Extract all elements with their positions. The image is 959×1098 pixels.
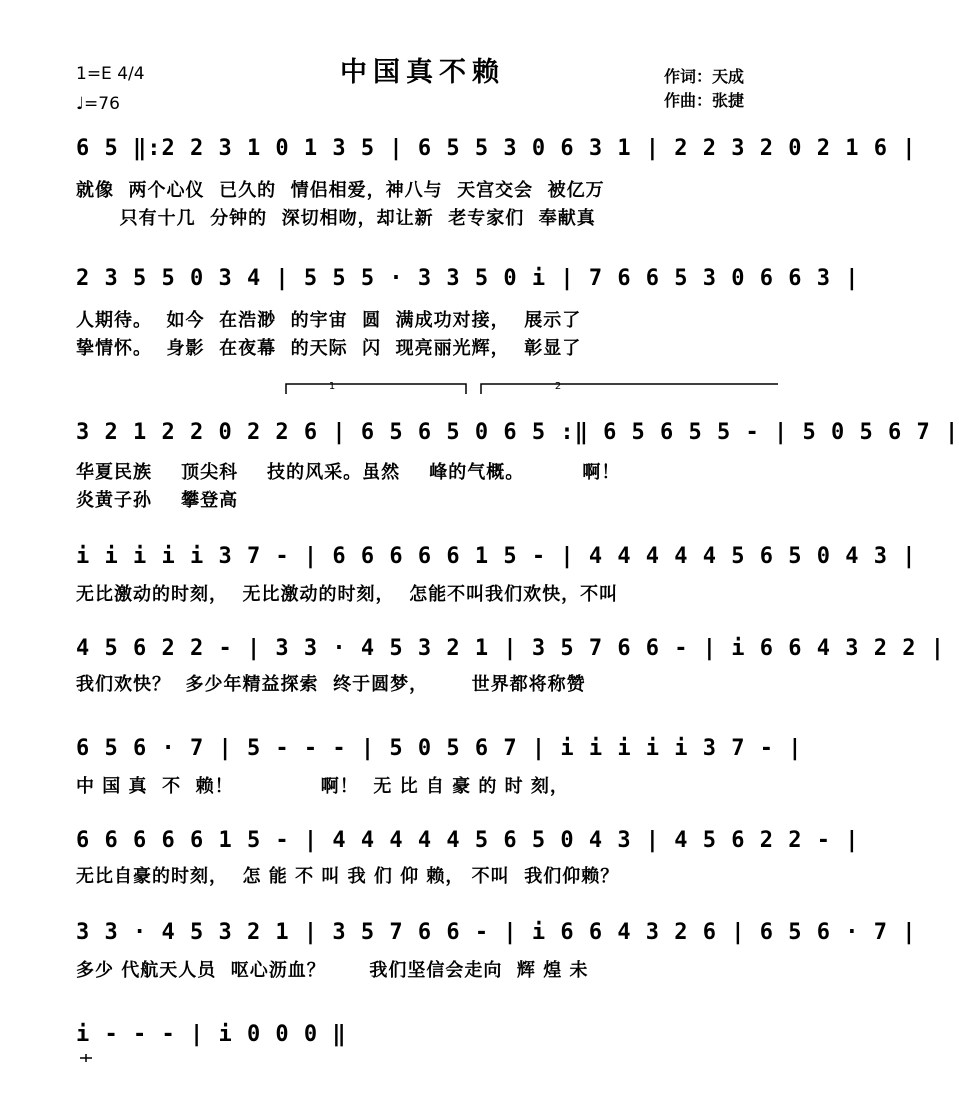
notation-line-1: 6 5 ‖:2 2 3 1 0 1 3 5 | 6 5 5 3 0 6 3 1 | 2 2 3 2 0 2 1 6 | [76,136,917,161]
notation-line-9: i - - - | i 0 0 0 ‖ [76,1022,347,1047]
lyric-line-1-verse-2: 只有十几 分钟的 深切相吻，却让新 老专家们 奉献真 [76,208,596,229]
lyric-line-8: 多少 代航天人员 呕心沥血？ 我们坚信会走向 辉 煌 未 [76,960,589,981]
notation-line-3: 3 2 1 2 2 0 2 2 6 | 6 5 6 5 0 6 5 :‖ 6 5 6 5 5 - | 5 0 5 6 7 | [76,420,959,445]
lyric-line-7: 无比自豪的时刻， 怎 能 不 叫 我 们 仰 赖， 不叫 我们仰赖？ [76,866,620,887]
lyric-line-1-verse-1: 就像 两个心仪 已久的 情侣相爱，神八与 天宫交会 被亿万 [76,180,605,201]
volta-brackets [286,380,778,394]
notation-line-2: 2 3 5 5 0 3 4 | 5 5 5 · 3 3 5 0 i | 7 6 6 5 3 0 6 6 3 | [76,266,860,291]
notation-line-8: 3 3 · 4 5 3 2 1 | 3 5 7 6 6 - | i 6 6 4 3 2 6 | 6 5 6 · 7 | [76,920,917,945]
composer-credit: 作曲：张捷 [664,91,745,110]
lyric-line-4: 无比激动的时刻， 无比激动的时刻， 怎能不叫我们欢快，不叫 [76,584,619,605]
key-signature: 1=E 4/4 [76,64,145,84]
lyric-line-3-verse-1: 华夏民族 顶尖科 技的风采。虽然 峰的气概。 啊！ [76,462,621,483]
lyric-line-3-verse-2: 炎黄子孙 攀登高 [76,490,239,511]
lyric-line-2-verse-2: 挚情怀。 身影 在夜幕 的天际 闪 现亮丽光辉， 彰显了 [76,338,582,359]
song-title: 中国真不赖 [340,57,505,88]
tempo-marking: ♩=76 [76,94,120,114]
notation-line-7: 6 6 6 6 6 1 5 - | 4 4 4 4 4 5 6 5 0 4 3 | 4 5 6 2 2 - | [76,828,860,853]
notation-line-6: 6 5 6 · 7 | 5 - - - | 5 0 5 6 7 | i i i i i 3 7 - | [76,736,803,761]
volta-2-label: 2 [554,381,562,392]
low-octave-dot-mark [76,1048,96,1068]
lyric-line-6: 中 国 真 不 赖！ 啊！ 无 比 自 豪 的 时 刻， [76,776,569,797]
lyric-line-2-verse-1: 人期待。 如今 在浩渺 的宇宙 圆 满成功对接， 展示了 [76,310,582,331]
notation-line-4: i i i i i 3 7 - | 6 6 6 6 6 1 5 - | 4 4 4 4 4 5 6 5 0 4 3 | [76,544,917,569]
notation-line-5: 4 5 6 2 2 - | 3 3 · 4 5 3 2 1 | 3 5 7 6 6 - | i 6 6 4 3 2 2 | [76,636,945,661]
volta-1-label: 1 [328,381,336,392]
lyric-line-5: 我们欢快？ 多少年精益探索 终于圆梦， 世界都将称赞 [76,674,586,695]
lyricist-credit: 作词：天成 [664,67,745,86]
